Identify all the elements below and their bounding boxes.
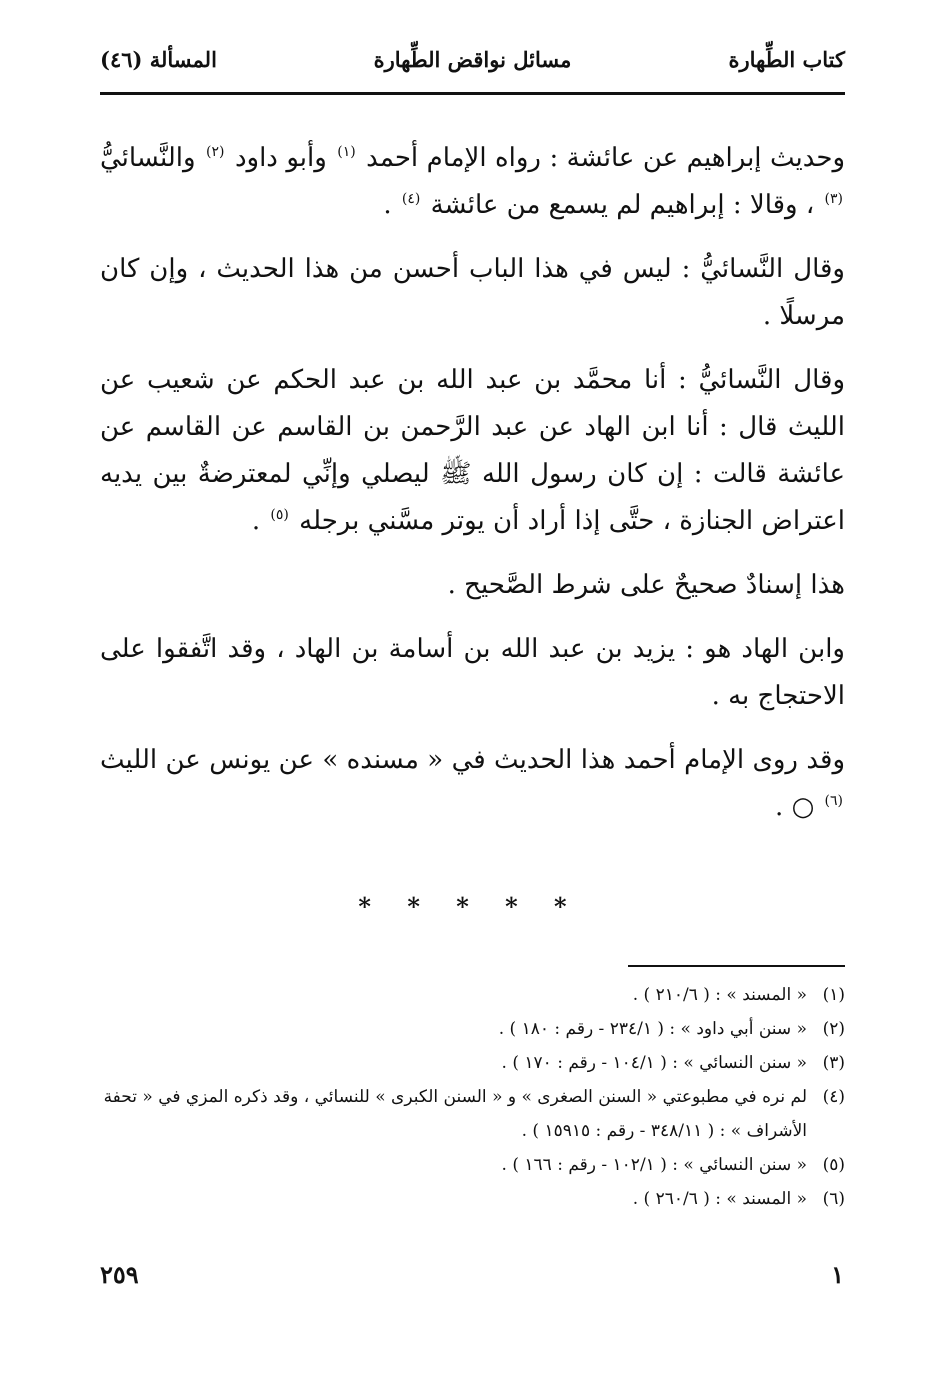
volume-number: ١ — [831, 1260, 844, 1289]
paragraph-5: وابن الهاد هو : يزيد بن عبد الله بن أسامة بن الهاد ، وقد اتَّفقوا على الاحتجاج به . — [100, 634, 845, 711]
text-segment: وقد روى الإمام أحمد هذا الحديث في « مسنده » عن يونس عن الليث — [100, 745, 845, 775]
footnote-number: (٥) — [822, 1155, 845, 1175]
footnote-ref-3[interactable]: (٣) — [824, 191, 843, 208]
footnote-number: (٤) — [822, 1087, 845, 1107]
footnote-text: « سنن أبي داود » : ( ٢٣٤/١ - رقم : ١٨٠ ) . — [498, 1019, 807, 1039]
footnote-number: (٣) — [822, 1053, 845, 1073]
footnote-ref-5[interactable]: (٥) — [270, 507, 289, 524]
paragraph-3 — [100, 357, 845, 545]
text-segment: والنَّسائيُّ — [100, 143, 196, 173]
footnote-item — [100, 1012, 845, 1046]
footnote-number: (٢) — [822, 1019, 845, 1039]
paragraph-6 — [100, 737, 845, 831]
section-end-mark: ○ . — [775, 792, 815, 822]
text-segment: وقال النَّسائيُّ : أنا محمَّد بن عبد الله بن عبد الحكم عن شعيب عن الليث قال : أنا ابن الهاد عن عبد الرَّحمن بن القاسم عن القاسم عن عائشة قالت : إن كان رسول الله ﷺ ليصلي وإنِّي لمعترضةٌ بين يديه اعتراض الجنازة ، حتَّى إذا أراد أن يوتر مسَّني برجله — [100, 365, 845, 536]
paragraph-4: هذا إسنادٌ صحيحٌ على شرط الصَّحيح . — [447, 570, 845, 600]
footnote-item — [100, 1182, 845, 1216]
main-text — [100, 135, 845, 831]
footnote-item — [100, 1046, 845, 1080]
footnote-ref-4[interactable]: (٤) — [401, 191, 421, 208]
section-separator: * * * * * — [358, 892, 581, 921]
footnote-item — [100, 978, 845, 1012]
footnote-ref-1[interactable]: (١) — [337, 144, 356, 161]
text-segment: وأبو داود — [234, 143, 327, 173]
text-segment: وحديث إبراهيم عن عائشة : رواه الإمام أحمد — [366, 143, 846, 173]
header-book-title: كتاب الطِّهارة — [728, 47, 845, 72]
paragraph-1 — [100, 135, 845, 229]
header-issue-number: المسألة (٤٦) — [100, 47, 217, 72]
text-segment: . — [383, 190, 392, 220]
footnote-text: « المسند » : ( ٢٦٠/٦ ) . — [632, 1189, 807, 1209]
footnote-ref-2[interactable]: (٢) — [206, 144, 225, 161]
footnote-item — [100, 1148, 845, 1182]
header-chapter-title: مسائل نواقض الطِّهارة — [373, 47, 572, 72]
footnote-number: (٦) — [822, 1189, 845, 1209]
footnotes — [100, 978, 845, 1216]
footnote-text: « سنن النسائي » : ( ١٠٢/١ - رقم : ١٦٦ ) . — [501, 1155, 807, 1175]
header-rule — [100, 92, 845, 95]
paragraph-2: وقال النَّسائيُّ : ليس في هذا الباب أحسن من هذا الحديث ، وإن كان مرسلًا . — [100, 254, 845, 331]
footnote-text: لم نره في مطبوعتي « السنن الصغرى » و « السنن الكبرى » للنسائي ، وقد ذكره المزي في « تحفة الأشراف » : ( ٣٤٨/١١ - رقم : ١٥٩١٥ ) . — [103, 1087, 807, 1141]
footnote-text: « المسند » : ( ٢١٠/٦ ) . — [632, 985, 807, 1005]
footnote-ref-6[interactable]: (٦) — [824, 793, 843, 810]
text-segment: ، وقالا : إبراهيم لم يسمع من عائشة — [430, 190, 815, 220]
footnote-number: (١) — [822, 985, 845, 1005]
running-header — [100, 42, 845, 82]
footnote-rule — [628, 965, 845, 967]
text-segment: . — [251, 506, 261, 536]
footnote-item — [100, 1080, 845, 1148]
footnote-text: « سنن النسائي » : ( ١٠٤/١ - رقم : ١٧٠ ) . — [501, 1053, 807, 1073]
page-number: ٢٥٩ — [100, 1260, 139, 1289]
